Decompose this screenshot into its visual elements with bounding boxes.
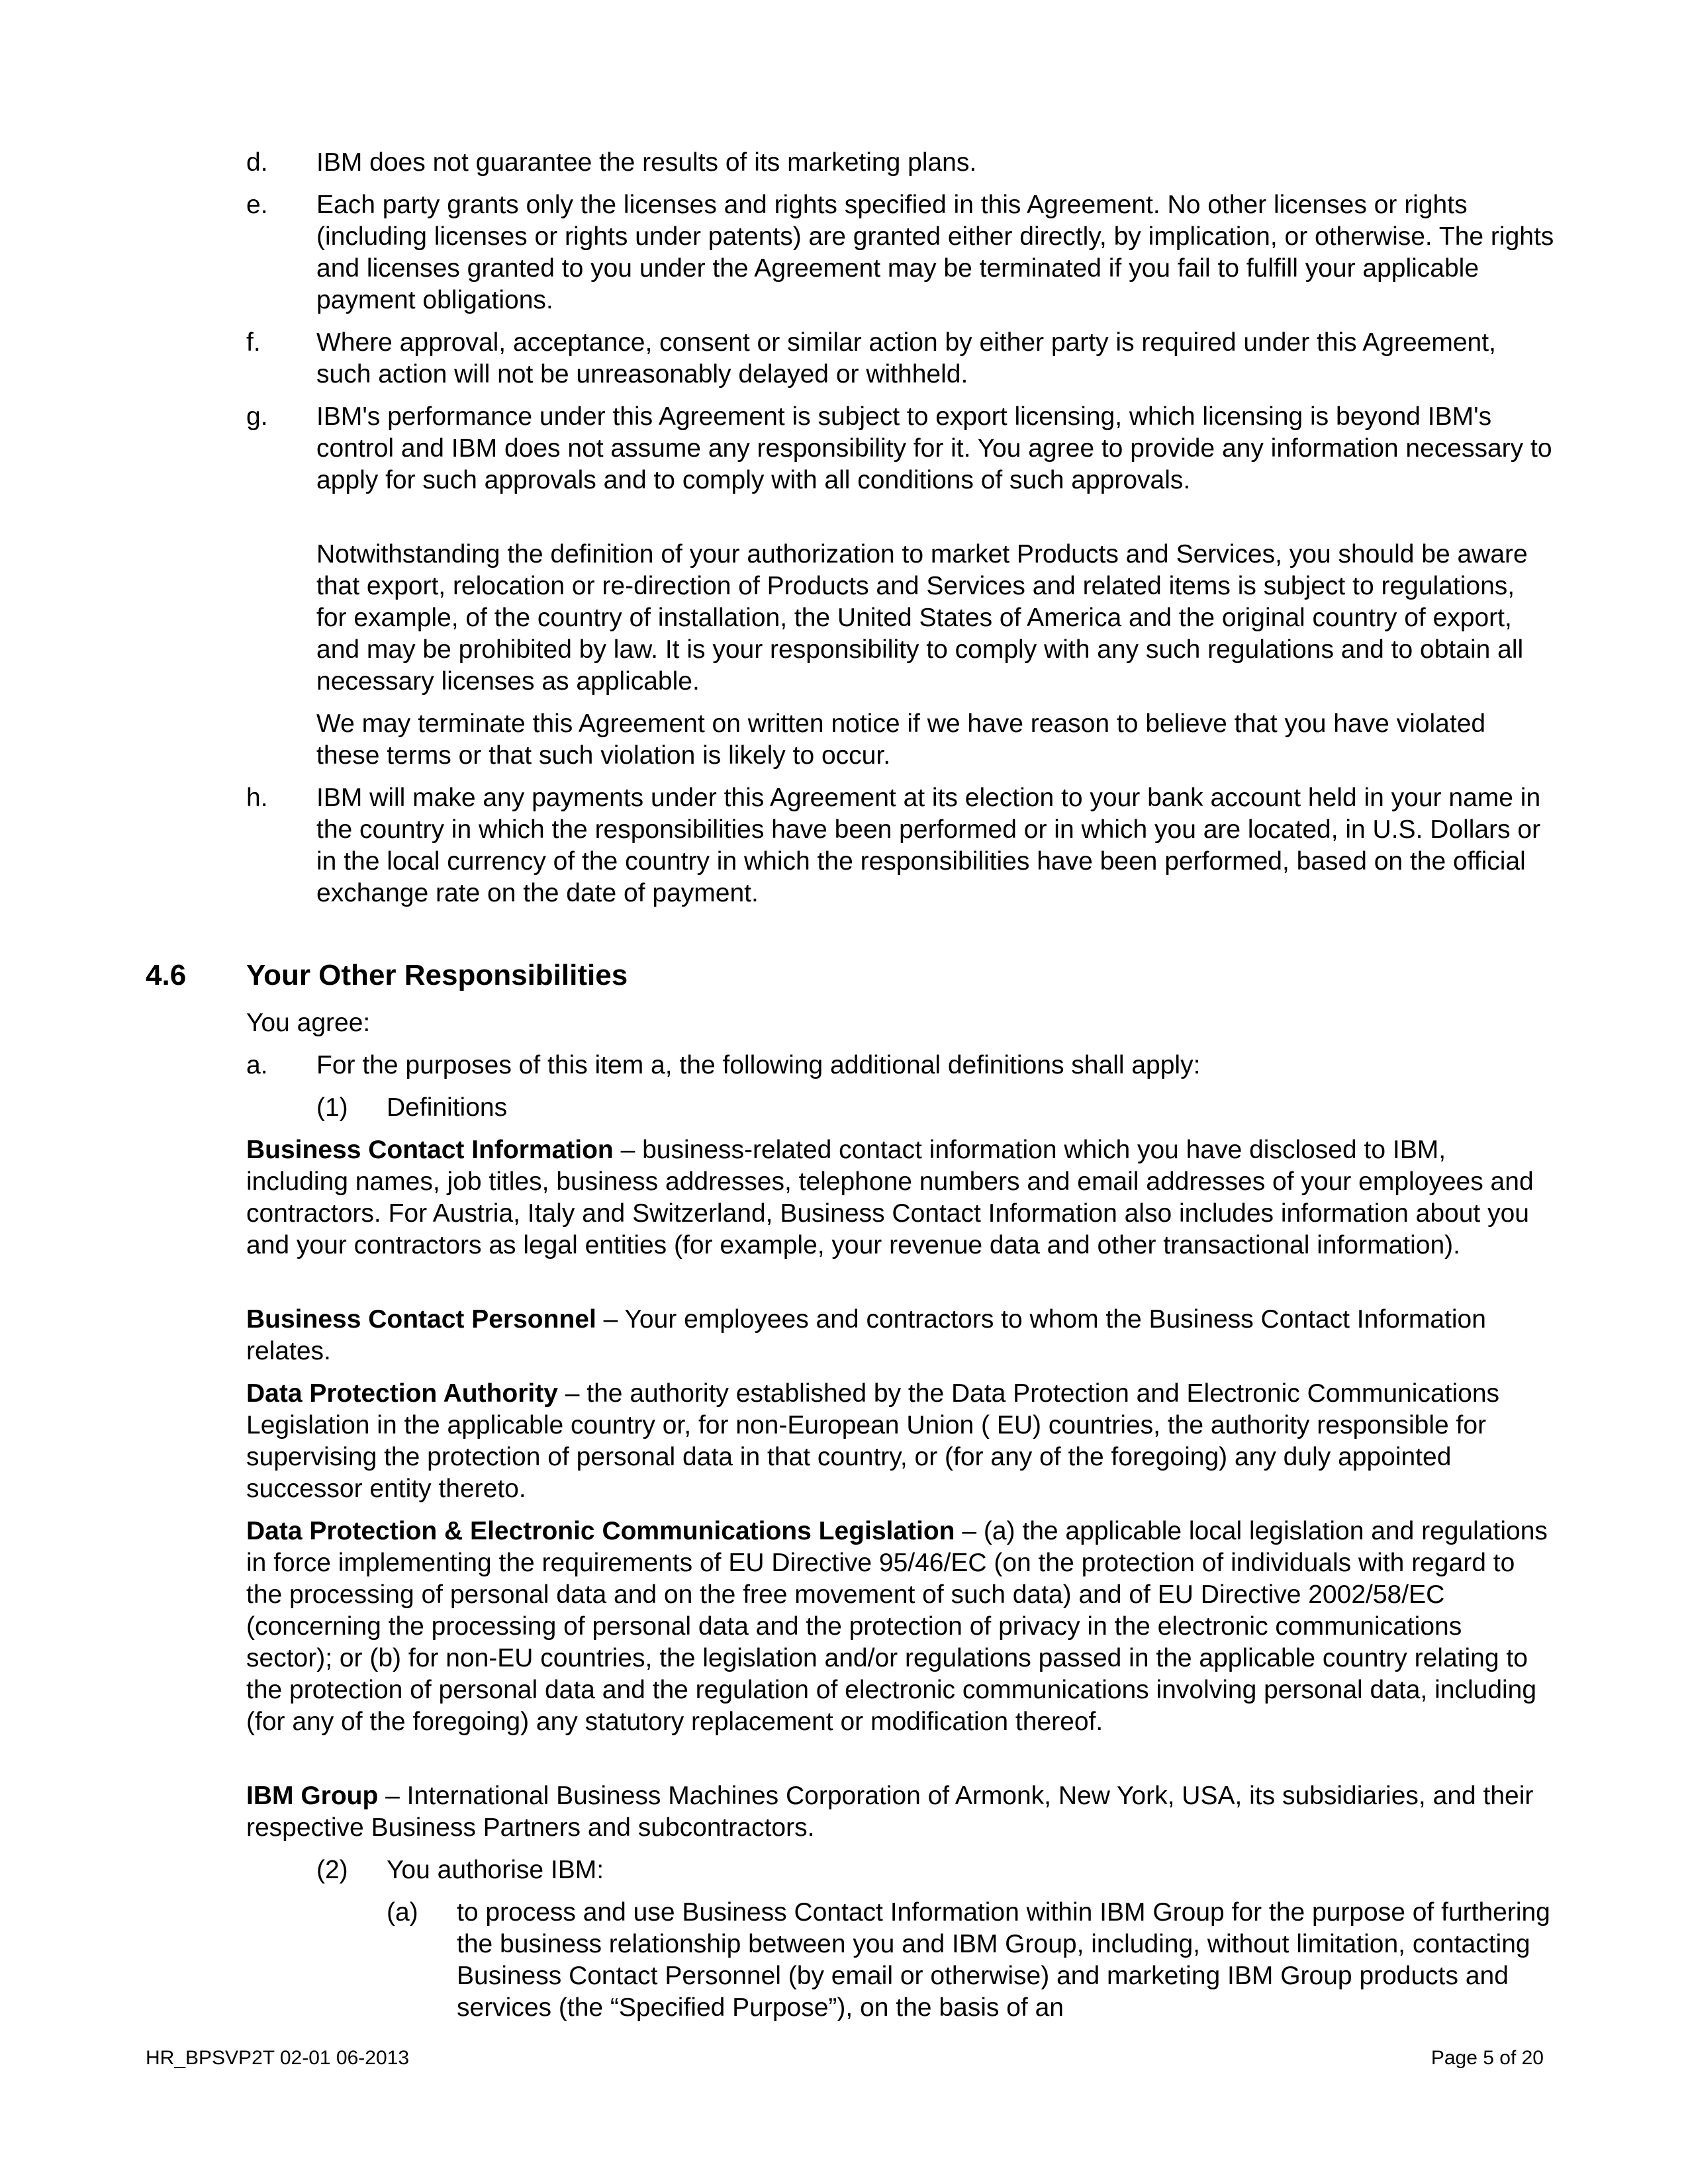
- definition-term: Data Protection Authority: [246, 1379, 558, 1408]
- definition-term: IBM Group: [246, 1782, 379, 1810]
- item-text: Each party grants only the licenses and rights specified in this Agreement. No other licenses or rights (including licenses or rights under patents) are granted either directly, by implication, or otherwise. The rights and licenses granted to you under the Agreement may be terminated if you fail to fulfill your applicable payment obligations.: [316, 191, 1554, 314]
- definition-ibm-group: [246, 1780, 1550, 1844]
- definition-term: Business Contact Personnel: [246, 1305, 596, 1334]
- termination-paragraph: We may terminate this Agreement on written notice if we have reason to believe that you have violated these terms or that such violation is likely to occur.: [316, 709, 1486, 770]
- item-text: IBM's performance under this Agreement is subject to export licensing, which licensing is beyond IBM's control and IBM does not assume any responsibility for it. You agree to provide any information necessary to apply for such approvals and to comply with all conditions of such approvals.: [316, 402, 1552, 494]
- item-text: IBM will make any payments under this Agreement at its election to your bank account held in your name in the country in which the responsibilities have been performed or in which you are located, in U.S. Dollars or in the local currency of the country in which the responsibilities have been performed, based on the official exchange rate on the date of payment.: [316, 784, 1541, 907]
- definition-text: – International Business Machines Corporation of Armonk, New York, USA, its subsidiaries, and their respective Business Partners and subcontractors.: [246, 1782, 1534, 1842]
- item-label: e.: [246, 191, 268, 219]
- sub-item-label: (1): [316, 1093, 348, 1122]
- sub-item-text: You authorise IBM:: [387, 1856, 604, 1884]
- section-title: Your Other Responsibilities: [246, 959, 628, 991]
- sub-item-label: (2): [316, 1856, 348, 1884]
- definition-text: – business-related contact information which you have disclosed to IBM, including names, job titles, business addresses, telephone numbers and email addresses of your employees and contractors. For Austria, Italy and Switzerland, Business Contact Information also includes information about you and your contractors as legal entities (for example, your revenue data and other transactional information).: [246, 1136, 1534, 1259]
- sub-item-text: to process and use Business Contact Information within IBM Group for the purpose of furthering the business relationship between you and IBM Group, including, without limitation, contacting Business Contact Personnel (by email or otherwise) and marketing IBM Group products and services (the “Specified Purpose”), on the basis of an: [457, 1898, 1550, 2022]
- section-intro: You agree:: [246, 1009, 371, 1037]
- definition-text: – (a) the applicable local legislation and regulations in force implementing the requirements of EU Directive 95/46/EC (on the protection of individuals with regard to the processing of personal data and on the free movement of such data) and of EU Directive 2002/58/EC (concerning the processing of personal data and the protection of privacy in the electronic communications sector); or (b) for non-EU countries, the legislation and/or regulations passed in the applicable country relating to the protection of personal data and the regulation of electronic communications involving personal data, including (for any of the foregoing) any statutory replacement or modification thereof.: [246, 1517, 1548, 1736]
- footer-doc-id: HR_BPSVP2T 02-01 06-2013: [146, 2047, 410, 2069]
- definition-term: Data Protection & Electronic Communications Legislation: [246, 1517, 955, 1545]
- item-text: Where approval, acceptance, consent or similar action by either party is required under this Agreement, such action will not be unreasonably delayed or withheld.: [316, 328, 1496, 388]
- export-paragraph: Notwithstanding the definition of your authorization to market Products and Services, you should be aware that export, relocation or re-direction of Products and Services and related items is subject to regulations, for example, of the country of installation, the United States of America and the original country of export, and may be prohibited by law. It is your responsibility to comply with any such regulations and to obtain all necessary licenses as applicable.: [316, 540, 1528, 696]
- item-text: IBM does not guarantee the results of its marketing plans.: [316, 148, 977, 177]
- definition-data-protection-authority: [246, 1378, 1550, 1505]
- section-heading: [146, 960, 1403, 999]
- item-label: d.: [246, 148, 268, 177]
- item-label: a.: [246, 1051, 268, 1079]
- definition-data-protection-legislation: [246, 1516, 1550, 1738]
- sub-item-label: (a): [387, 1898, 418, 1927]
- sub-item-text: Definitions: [387, 1093, 508, 1122]
- item-label: g.: [246, 402, 268, 431]
- item-text: For the purposes of this item a, the following additional definitions shall apply:: [316, 1051, 1201, 1079]
- definition-term: Business Contact Information: [246, 1136, 614, 1164]
- definition-text: – the authority established by the Data Protection and Electronic Communications Legislation in the applicable country or, for non-European Union ( EU) countries, the authority responsible for supervising the protection of personal data in that country, or (for any of the foregoing) any duly appointed successor entity thereto.: [246, 1379, 1500, 1503]
- section-number: 4.6: [146, 959, 187, 991]
- definition-business-contact-personnel: [246, 1304, 1550, 1367]
- footer-page-number: Page 5 of 20: [1430, 2047, 1544, 2069]
- item-label: h.: [246, 784, 268, 812]
- definition-text: – Your employees and contractors to whom the Business Contact Information relates.: [246, 1305, 1486, 1365]
- item-label: f.: [246, 328, 261, 357]
- definition-business-contact-information: [246, 1134, 1550, 1261]
